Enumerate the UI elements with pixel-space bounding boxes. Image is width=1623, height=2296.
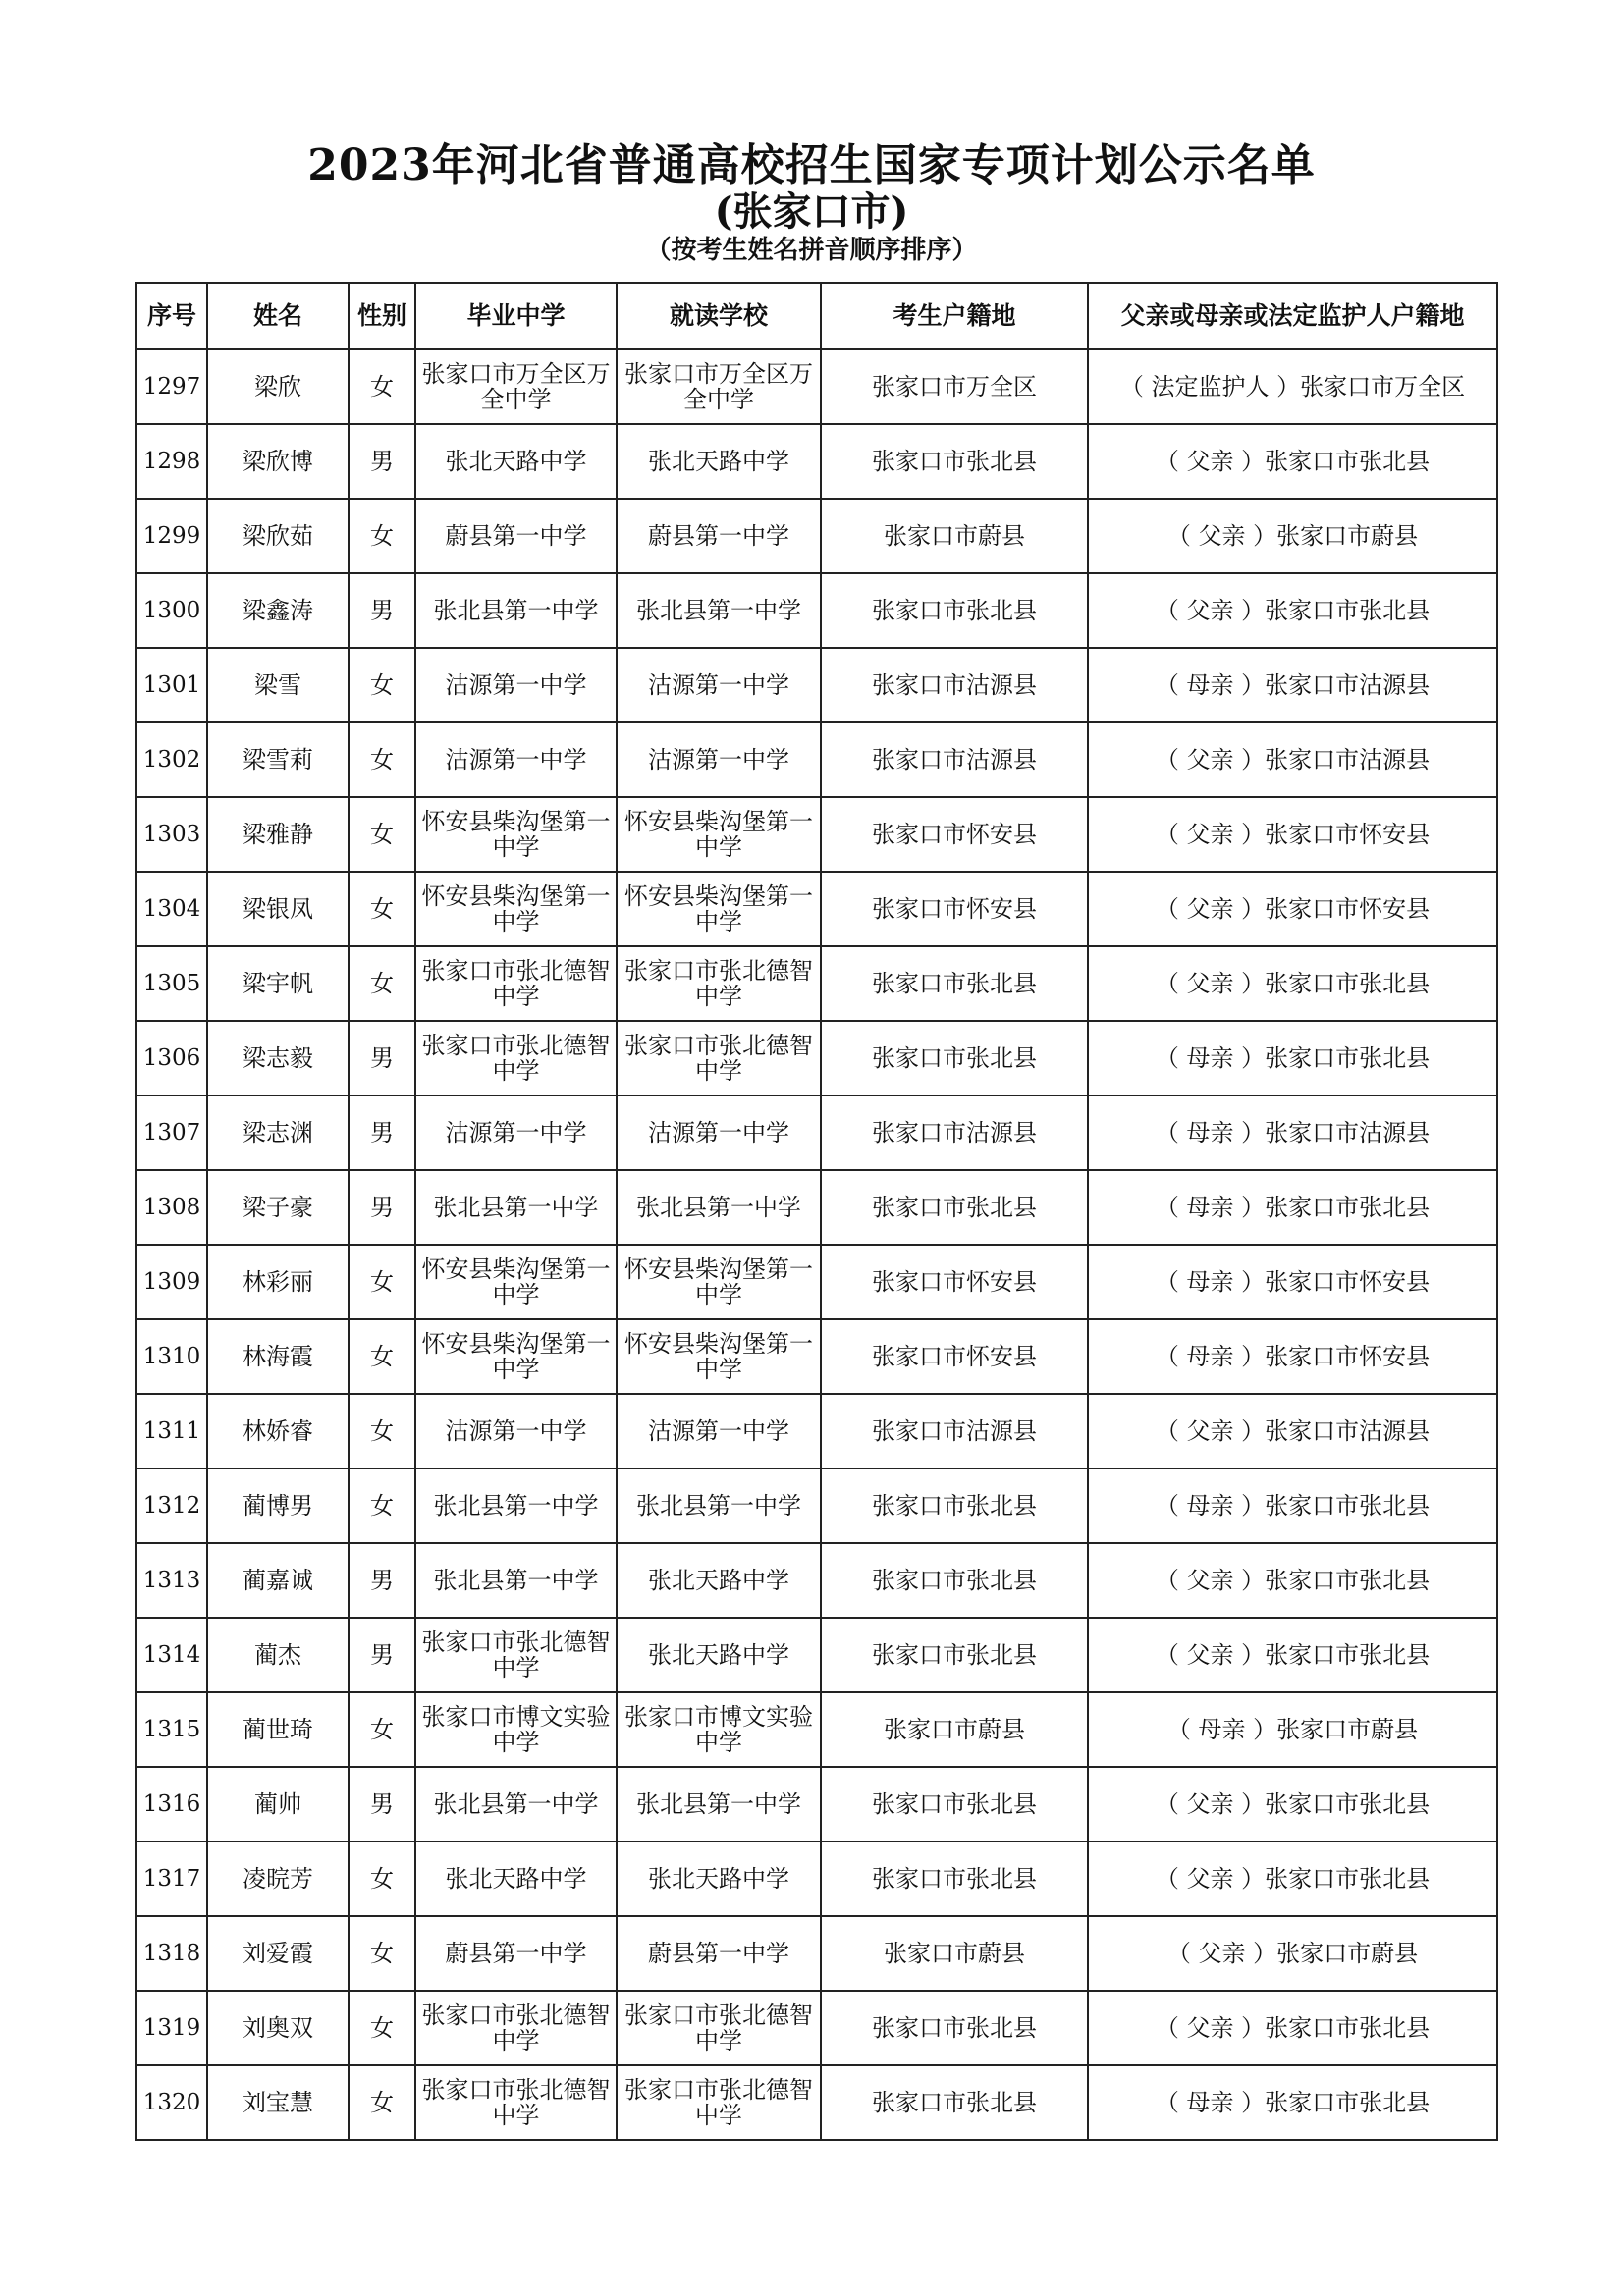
student-name: 林娇睿: [207, 1394, 349, 1468]
household-registration: 张家口市沽源县: [821, 722, 1088, 797]
gender: 男: [349, 1618, 415, 1692]
col-header-gender: 性别: [349, 283, 415, 349]
graduated-school: 怀安县柴沟堡第一中学: [415, 872, 617, 946]
household-registration: 张家口市怀安县: [821, 1245, 1088, 1319]
row-index: 1320: [136, 2065, 207, 2140]
graduated-school: 张家口市张北德智中学: [415, 1991, 617, 2065]
gender: 女: [349, 1394, 415, 1468]
guardian-registration: （ 父亲 ）张家口市张北县: [1088, 573, 1497, 648]
row-index: 1315: [136, 1692, 207, 1767]
row-index: 1300: [136, 573, 207, 648]
household-registration: 张家口市沽源县: [821, 648, 1088, 722]
graduated-school: 沽源第一中学: [415, 648, 617, 722]
row-index: 1304: [136, 872, 207, 946]
row-index: 1303: [136, 797, 207, 872]
gender: 男: [349, 1170, 415, 1245]
gender: 女: [349, 1245, 415, 1319]
gender: 女: [349, 946, 415, 1021]
graduated-school: 蔚县第一中学: [415, 499, 617, 573]
graduated-school: 怀安县柴沟堡第一中学: [415, 1245, 617, 1319]
household-registration: 张家口市张北县: [821, 1170, 1088, 1245]
row-index: 1312: [136, 1468, 207, 1543]
household-registration: 张家口市张北县: [821, 1618, 1088, 1692]
gender: 男: [349, 1095, 415, 1170]
gender: 男: [349, 1767, 415, 1842]
student-name: 梁鑫涛: [207, 573, 349, 648]
household-registration: 张家口市张北县: [821, 1767, 1088, 1842]
student-name: 梁子豪: [207, 1170, 349, 1245]
current-school: 张家口市万全区万全中学: [617, 349, 821, 424]
page-subtitle: (张家口市): [714, 188, 909, 235]
table-row: [136, 1021, 1497, 1095]
gender: 女: [349, 872, 415, 946]
table-row: [136, 1618, 1497, 1692]
household-registration: 张家口市沽源县: [821, 1095, 1088, 1170]
current-school: 张北天路中学: [617, 1618, 821, 1692]
graduated-school: 张北县第一中学: [415, 1767, 617, 1842]
gender: 女: [349, 349, 415, 424]
current-school: 张北县第一中学: [617, 573, 821, 648]
guardian-registration: （ 母亲 ）张家口市沽源县: [1088, 648, 1497, 722]
current-school: 张北天路中学: [617, 424, 821, 499]
guardian-registration: （ 父亲 ）张家口市张北县: [1088, 1767, 1497, 1842]
student-name: 林彩丽: [207, 1245, 349, 1319]
table-row: [136, 1394, 1497, 1468]
guardian-registration: （ 母亲 ）张家口市怀安县: [1088, 1319, 1497, 1394]
guardian-registration: （ 父亲 ）张家口市张北县: [1088, 1842, 1497, 1916]
gender: 女: [349, 797, 415, 872]
guardian-registration: （ 父亲 ）张家口市沽源县: [1088, 722, 1497, 797]
gender: 男: [349, 424, 415, 499]
guardian-registration: （ 母亲 ）张家口市张北县: [1088, 1468, 1497, 1543]
table-row: [136, 1692, 1497, 1767]
guardian-registration: （ 母亲 ）张家口市张北县: [1088, 1170, 1497, 1245]
current-school: 沽源第一中学: [617, 1095, 821, 1170]
graduated-school: 张北县第一中学: [415, 1468, 617, 1543]
household-registration: 张家口市蔚县: [821, 1692, 1088, 1767]
household-registration: 张家口市张北县: [821, 424, 1088, 499]
current-school: 沽源第一中学: [617, 722, 821, 797]
graduated-school: 张北县第一中学: [415, 573, 617, 648]
student-name: 刘宝慧: [207, 2065, 349, 2140]
col-header-household-registration: 考生户籍地: [821, 283, 1088, 349]
graduated-school: 蔚县第一中学: [415, 1916, 617, 1991]
col-header-graduated-school: 毕业中学: [415, 283, 617, 349]
graduated-school: 张北县第一中学: [415, 1170, 617, 1245]
page-title: 2023年河北省普通高校招生国家专项计划公示名单: [307, 140, 1316, 190]
row-index: 1317: [136, 1842, 207, 1916]
col-header-index: 序号: [136, 283, 207, 349]
table-row: [136, 1991, 1497, 2065]
guardian-registration: （ 母亲 ）张家口市张北县: [1088, 1021, 1497, 1095]
gender: 女: [349, 1991, 415, 2065]
household-registration: 张家口市张北县: [821, 1021, 1088, 1095]
current-school: 张家口市张北德智中学: [617, 1991, 821, 2065]
current-school: 蔚县第一中学: [617, 1916, 821, 1991]
gender: 女: [349, 2065, 415, 2140]
row-index: 1318: [136, 1916, 207, 1991]
table-row: [136, 1767, 1497, 1842]
graduated-school: 沽源第一中学: [415, 1394, 617, 1468]
current-school: 张家口市博文实验中学: [617, 1692, 821, 1767]
table-row: [136, 1170, 1497, 1245]
student-name: 蔺嘉诚: [207, 1543, 349, 1618]
current-school: 张北天路中学: [617, 1842, 821, 1916]
table-header-row: [136, 283, 1497, 349]
row-index: 1306: [136, 1021, 207, 1095]
household-registration: 张家口市张北县: [821, 1468, 1088, 1543]
gender: 女: [349, 1692, 415, 1767]
household-registration: 张家口市怀安县: [821, 1319, 1088, 1394]
student-name: 刘奥双: [207, 1991, 349, 2065]
current-school: 张北县第一中学: [617, 1468, 821, 1543]
guardian-registration: （ 父亲 ）张家口市怀安县: [1088, 797, 1497, 872]
guardian-registration: （ 父亲 ）张家口市张北县: [1088, 1618, 1497, 1692]
row-index: 1301: [136, 648, 207, 722]
household-registration: 张家口市张北县: [821, 1842, 1088, 1916]
table-row: [136, 872, 1497, 946]
sort-note: （按考生姓名拼音顺序排序）: [645, 236, 978, 265]
student-name: 梁志渊: [207, 1095, 349, 1170]
household-registration: 张家口市张北县: [821, 1991, 1088, 2065]
row-index: 1311: [136, 1394, 207, 1468]
gender: 女: [349, 1319, 415, 1394]
household-registration: 张家口市万全区: [821, 349, 1088, 424]
household-registration: 张家口市张北县: [821, 1543, 1088, 1618]
current-school: 沽源第一中学: [617, 648, 821, 722]
col-header-name: 姓名: [207, 283, 349, 349]
graduated-school: 张北天路中学: [415, 424, 617, 499]
row-index: 1319: [136, 1991, 207, 2065]
current-school: 张北县第一中学: [617, 1170, 821, 1245]
table-row: [136, 499, 1497, 573]
graduated-school: 怀安县柴沟堡第一中学: [415, 1319, 617, 1394]
table-row: [136, 1916, 1497, 1991]
current-school: 张北县第一中学: [617, 1767, 821, 1842]
student-name: 梁欣博: [207, 424, 349, 499]
table-row: [136, 722, 1497, 797]
gender: 女: [349, 1916, 415, 1991]
graduated-school: 张家口市张北德智中学: [415, 946, 617, 1021]
student-name: 梁志毅: [207, 1021, 349, 1095]
guardian-registration: （ 父亲 ）张家口市张北县: [1088, 424, 1497, 499]
household-registration: 张家口市怀安县: [821, 872, 1088, 946]
student-name: 梁雅静: [207, 797, 349, 872]
current-school: 张家口市张北德智中学: [617, 2065, 821, 2140]
row-index: 1313: [136, 1543, 207, 1618]
guardian-registration: （ 父亲 ）张家口市沽源县: [1088, 1394, 1497, 1468]
guardian-registration: （ 父亲 ）张家口市蔚县: [1088, 1916, 1497, 1991]
current-school: 怀安县柴沟堡第一中学: [617, 1319, 821, 1394]
household-registration: 张家口市蔚县: [821, 1916, 1088, 1991]
student-name: 蔺博男: [207, 1468, 349, 1543]
row-index: 1314: [136, 1618, 207, 1692]
table-row: [136, 1095, 1497, 1170]
graduated-school: 张北天路中学: [415, 1842, 617, 1916]
graduated-school: 张家口市博文实验中学: [415, 1692, 617, 1767]
current-school: 怀安县柴沟堡第一中学: [617, 1245, 821, 1319]
student-name: 梁雪莉: [207, 722, 349, 797]
row-index: 1299: [136, 499, 207, 573]
current-school: 张北天路中学: [617, 1543, 821, 1618]
current-school: 蔚县第一中学: [617, 499, 821, 573]
student-name: 林海霞: [207, 1319, 349, 1394]
student-name: 梁欣: [207, 349, 349, 424]
guardian-registration: （ 父亲 ）张家口市张北县: [1088, 1543, 1497, 1618]
row-index: 1305: [136, 946, 207, 1021]
student-name: 蔺世琦: [207, 1692, 349, 1767]
row-index: 1316: [136, 1767, 207, 1842]
graduated-school: 怀安县柴沟堡第一中学: [415, 797, 617, 872]
table-row: [136, 1468, 1497, 1543]
table-row: [136, 424, 1497, 499]
row-index: 1310: [136, 1319, 207, 1394]
row-index: 1308: [136, 1170, 207, 1245]
col-header-guardian-registration: 父亲或母亲或法定监护人户籍地: [1088, 283, 1497, 349]
guardian-registration: （ 法定监护人 ）张家口市万全区: [1088, 349, 1497, 424]
guardian-registration: （ 父亲 ）张家口市张北县: [1088, 1991, 1497, 2065]
household-registration: 张家口市沽源县: [821, 1394, 1088, 1468]
graduated-school: 沽源第一中学: [415, 1095, 617, 1170]
applicant-table: [135, 282, 1498, 2141]
row-index: 1307: [136, 1095, 207, 1170]
table-row: [136, 349, 1497, 424]
row-index: 1309: [136, 1245, 207, 1319]
guardian-registration: （ 父亲 ）张家口市蔚县: [1088, 499, 1497, 573]
gender: 男: [349, 1021, 415, 1095]
student-name: 刘爱霞: [207, 1916, 349, 1991]
guardian-registration: （ 母亲 ）张家口市张北县: [1088, 2065, 1497, 2140]
table-row: [136, 797, 1497, 872]
guardian-registration: （ 母亲 ）张家口市怀安县: [1088, 1245, 1497, 1319]
student-name: 梁欣茹: [207, 499, 349, 573]
household-registration: 张家口市张北县: [821, 946, 1088, 1021]
gender: 女: [349, 1842, 415, 1916]
gender: 男: [349, 573, 415, 648]
row-index: 1302: [136, 722, 207, 797]
gender: 女: [349, 722, 415, 797]
student-name: 蔺帅: [207, 1767, 349, 1842]
graduated-school: 张家口市万全区万全中学: [415, 349, 617, 424]
table-row: [136, 648, 1497, 722]
household-registration: 张家口市张北县: [821, 2065, 1088, 2140]
table-row: [136, 1842, 1497, 1916]
table-row: [136, 1543, 1497, 1618]
row-index: 1298: [136, 424, 207, 499]
graduated-school: 张家口市张北德智中学: [415, 1618, 617, 1692]
student-name: 梁宇帆: [207, 946, 349, 1021]
current-school: 怀安县柴沟堡第一中学: [617, 872, 821, 946]
graduated-school: 张家口市张北德智中学: [415, 1021, 617, 1095]
guardian-registration: （ 母亲 ）张家口市蔚县: [1088, 1692, 1497, 1767]
household-registration: 张家口市蔚县: [821, 499, 1088, 573]
guardian-registration: （ 母亲 ）张家口市沽源县: [1088, 1095, 1497, 1170]
student-name: 凌晥芳: [207, 1842, 349, 1916]
student-name: 梁银凤: [207, 872, 349, 946]
table-row: [136, 946, 1497, 1021]
household-registration: 张家口市怀安县: [821, 797, 1088, 872]
gender: 男: [349, 1543, 415, 1618]
guardian-registration: （ 父亲 ）张家口市张北县: [1088, 946, 1497, 1021]
current-school: 沽源第一中学: [617, 1394, 821, 1468]
graduated-school: 张北县第一中学: [415, 1543, 617, 1618]
table-row: [136, 2065, 1497, 2140]
current-school: 怀安县柴沟堡第一中学: [617, 797, 821, 872]
student-name: 蔺杰: [207, 1618, 349, 1692]
row-index: 1297: [136, 349, 207, 424]
graduated-school: 沽源第一中学: [415, 722, 617, 797]
student-name: 梁雪: [207, 648, 349, 722]
guardian-registration: （ 父亲 ）张家口市怀安县: [1088, 872, 1497, 946]
current-school: 张家口市张北德智中学: [617, 946, 821, 1021]
table-row: [136, 1245, 1497, 1319]
graduated-school: 张家口市张北德智中学: [415, 2065, 617, 2140]
gender: 女: [349, 1468, 415, 1543]
table-row: [136, 573, 1497, 648]
col-header-current-school: 就读学校: [617, 283, 821, 349]
household-registration: 张家口市张北县: [821, 573, 1088, 648]
table-row: [136, 1319, 1497, 1394]
gender: 女: [349, 499, 415, 573]
current-school: 张家口市张北德智中学: [617, 1021, 821, 1095]
gender: 女: [349, 648, 415, 722]
